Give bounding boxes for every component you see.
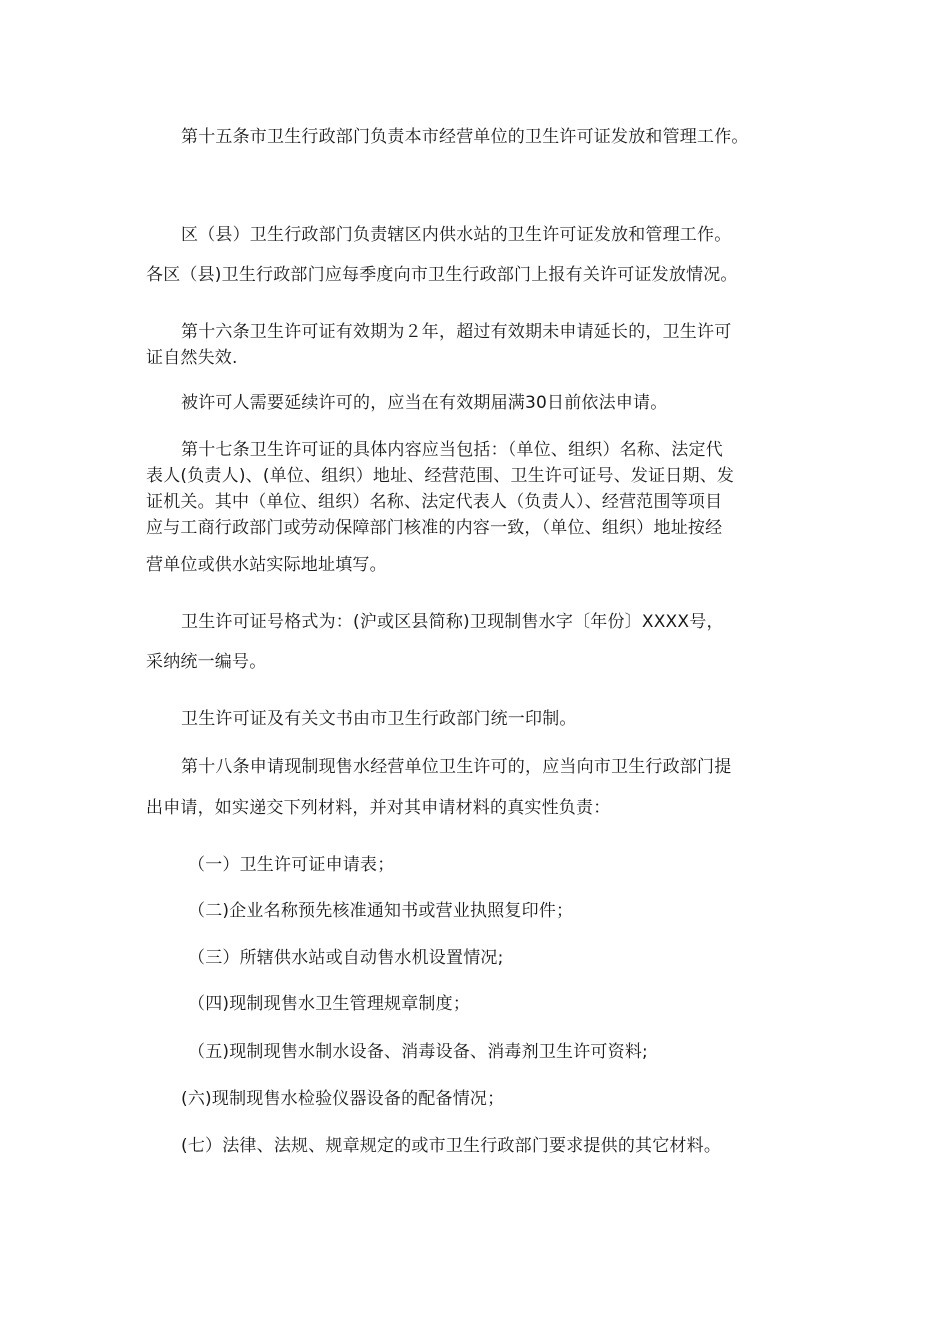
article-17-line-2: 表人(负责人)、(单位、组织）地址、经营范围、卫生许可证号、发证日期、发 bbox=[146, 466, 735, 486]
material-item-1: （一）卫生许可证申请表； bbox=[188, 855, 395, 875]
permit-format-line-2: 采纳统一编号。 bbox=[146, 652, 267, 672]
district-duty-line-1: 区（县）卫生行政部门负责辖区内供水站的卫生许可证发放和管理工作。 bbox=[181, 225, 732, 245]
article-16-line-1: 第十六条卫生许可证有效期为２年，超过有效期未申请延长的，卫生许可 bbox=[181, 322, 732, 342]
article-17-line-5: 营单位或供水站实际地址填写。 bbox=[146, 555, 387, 575]
article-18-line-2: 出申请，如实递交下列材料，并对其申请材料的真实性负责： bbox=[146, 798, 611, 818]
article-17-line-1: 第十七条卫生许可证的具体内容应当包括：（单位、组织）名称、法定代 bbox=[181, 440, 723, 460]
material-item-6: (六)现制现售水检验仪器设备的配备情况； bbox=[181, 1089, 505, 1109]
district-duty-line-2: 各区（县)卫生行政部门应每季度向市卫生行政部门上报有关许可证发放情况。 bbox=[146, 265, 738, 285]
material-item-7: (七）法律、法规、规章规定的或市卫生行政部门要求提供的其它材料。 bbox=[181, 1136, 722, 1156]
printing-line: 卫生许可证及有关文书由市卫生行政部门统一印制。 bbox=[181, 709, 577, 729]
article-16-line-2: 证自然失效. bbox=[146, 348, 238, 368]
article-15-line-1: 第十五条市卫生行政部门负责本市经营单位的卫生许可证发放和管理工作。 bbox=[181, 127, 749, 147]
permit-format-line-1: 卫生许可证号格式为：(沪或区县简称)卫现制售水字〔年份〕XXXX号， bbox=[181, 612, 724, 632]
material-item-2: （二)企业名称预先核准通知书或营业执照复印件； bbox=[188, 901, 574, 921]
material-item-4: （四)现制现售水卫生管理规章制度； bbox=[188, 994, 471, 1014]
article-18-line-1: 第十八条申请现制现售水经营单位卫生许可的，应当向市卫生行政部门提 bbox=[181, 757, 732, 777]
renewal-line: 被许可人需要延续许可的，应当在有效期届满30日前依法申请。 bbox=[181, 393, 668, 413]
material-item-5: （五)现制现售水制水设备、消毒设备、消毒剂卫生许可资料; bbox=[188, 1042, 648, 1062]
article-17-line-4: 应与工商行政部门或劳动保障部门核准的内容一致，（单位、组织）地址按经 bbox=[146, 518, 723, 538]
material-item-3: （三）所辖供水站或自动售水机设置情况; bbox=[188, 948, 504, 968]
article-17-line-3: 证机关。其中（单位、组织）名称、法定代表人（负责人）、经营范围等项目 bbox=[146, 492, 723, 512]
